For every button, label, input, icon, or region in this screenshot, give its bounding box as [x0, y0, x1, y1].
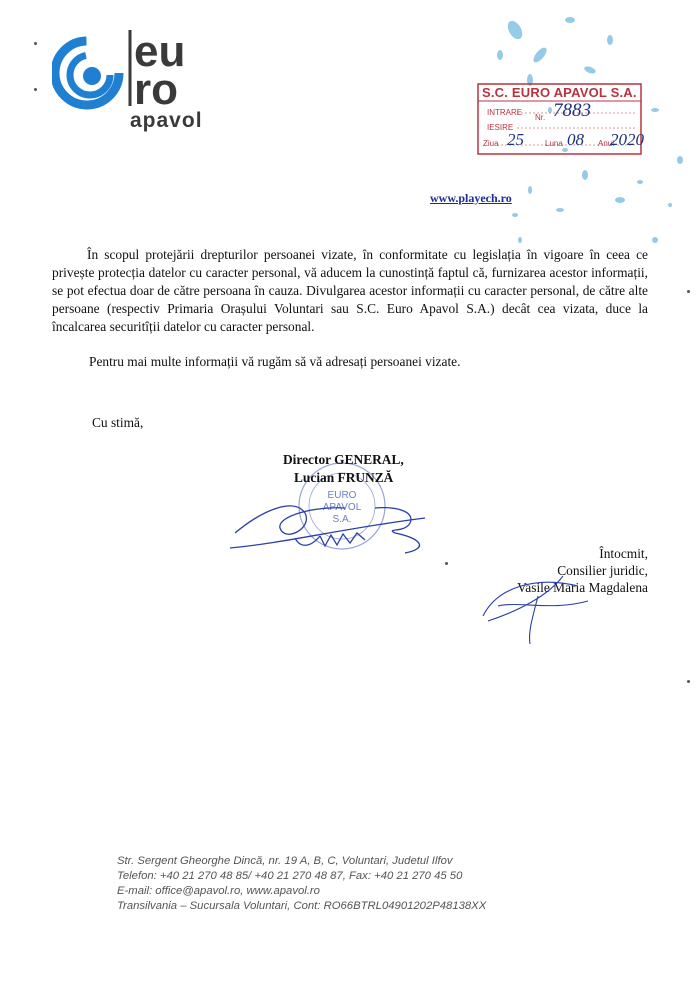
speck	[34, 88, 37, 91]
euro-apavol-logo	[52, 28, 242, 138]
footer-email: E-mail: office@apavol.ro, www.apavol.ro	[117, 885, 320, 897]
legal-counsel-signature	[478, 566, 593, 646]
logo-brand-line1: eu	[134, 28, 186, 76]
stamp-title: S.C. EURO APAVOL S.A.	[482, 85, 637, 100]
speck	[687, 290, 690, 293]
footer-address: Str. Sergent Gheorghe Dincă, nr. 19 A, B, C, Voluntari, Judetul Ilfov	[117, 855, 453, 867]
footer-bank-account: Transilvania – Sucursala Voluntari, Cont: RO66BTRL04901202P48138XX	[117, 900, 487, 912]
website-link[interactable]: www.playech.ro	[430, 191, 512, 205]
prepared-by-name: Vasile Maria Magdalena	[517, 580, 648, 595]
logo-brand-sub: apavol	[130, 109, 203, 132]
closing-salutation: Cu stimă,	[92, 415, 144, 430]
letter-body	[52, 246, 648, 336]
stamp-ziua-label: Ziua	[483, 139, 499, 148]
stamp-registration-number: 7883	[553, 100, 591, 121]
stamp-intrare-label: INTRARE	[487, 108, 523, 117]
footer-phone: Telefon: +40 21 270 48 85/ +40 21 270 48 87, Fax: +40 21 270 45 50	[117, 870, 463, 882]
director-signature	[225, 488, 445, 558]
speck	[445, 562, 448, 565]
director-title: Director GENERAL,	[283, 452, 404, 467]
stamp-luna-label: Luna	[545, 139, 563, 148]
stamp-year: 2020	[610, 130, 644, 149]
stamp-month: 08	[567, 130, 584, 149]
stamp-nr-label: Nr.	[535, 113, 546, 122]
prepared-by-label: Întocmit,	[599, 546, 648, 561]
body-paragraph: Pentru mai multe informații vă rugăm să vă adresați persoanei vizate.	[89, 354, 461, 369]
prepared-by-role: Consilier juridic,	[557, 563, 648, 578]
logo-brand-line2: ro	[134, 65, 178, 114]
body-paragraph: În scopul protejării drepturilor persoanei vizate, în conformitate cu legislația în vigoare în ceea ce privește protecția datelor cu caracter personal, vă aducem la cunostință faptul că, furnizarea acestor informații, se pot efectua doar de către persoana în cauza. Divulgarea acestor informații cu caracter personal, de către alte persoane (respectiv Primaria Orașului Voluntari sau S.C. Euro Apavol S.A.) decât cea vizata, duce la încalcarea securitîții datelor cu caracter personal.	[52, 247, 648, 334]
speck	[687, 680, 690, 683]
seal-line1: EURO	[327, 490, 357, 501]
stamp-day: 25	[507, 130, 524, 149]
seal-line2: APAVOL	[322, 502, 362, 513]
speck	[34, 42, 37, 45]
seal-line3: S.A.	[332, 514, 352, 525]
stamp-iesire-label: IESIRE	[487, 123, 514, 132]
director-name: Lucian FRUNZĂ	[294, 470, 394, 485]
stamp-anul-label: Anul	[598, 139, 615, 148]
logo-swirl	[55, 41, 119, 105]
